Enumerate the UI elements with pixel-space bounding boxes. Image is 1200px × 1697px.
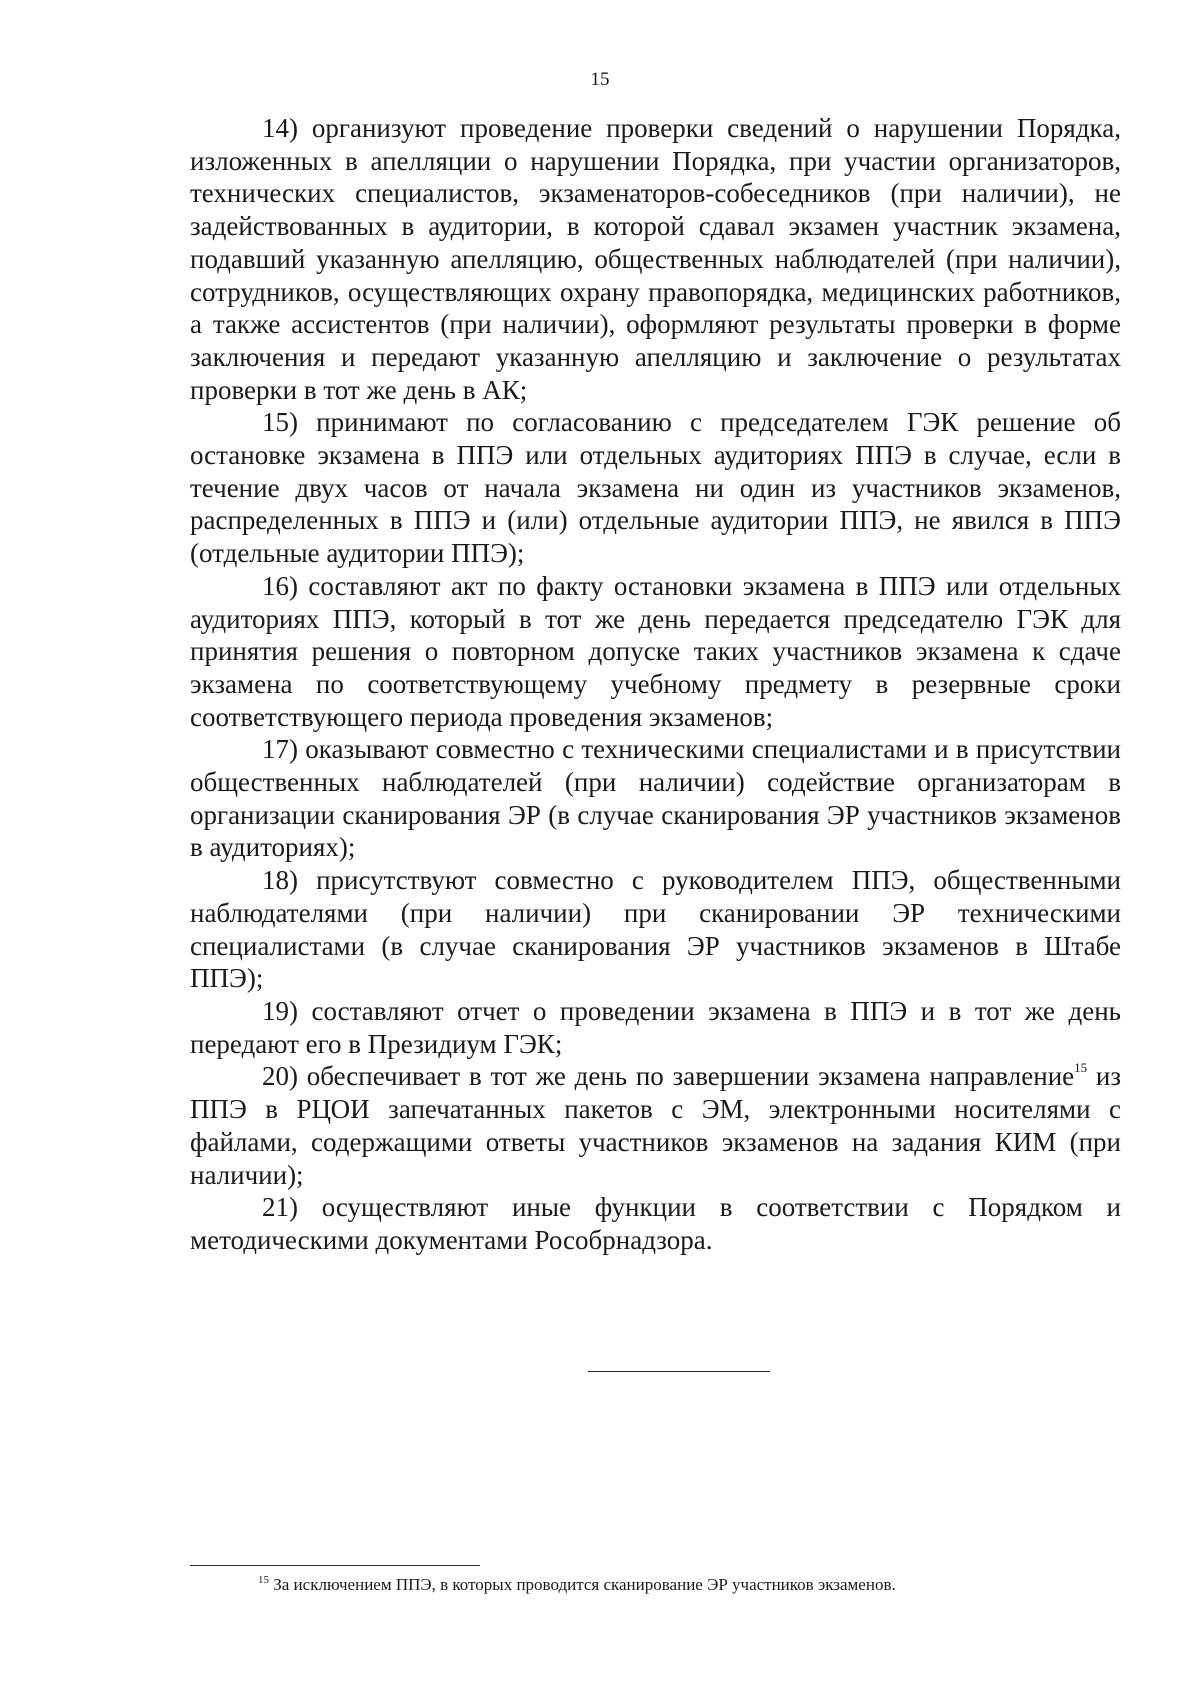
footnote-reference[interactable]: 15 [1074, 1060, 1088, 1076]
end-of-text-rule [588, 1371, 770, 1372]
paragraph-21: 21) осуществляют иные функции в соответствии с Порядком и методическими документами Рособрнадзора. [190, 1192, 1121, 1255]
paragraph-16: 16) составляют акт по факту остановки экзамена в ППЭ или отдельных аудиториях ППЭ, который в тот же день передается председателю ГЭК для принятия решения о повторном допуске таких участников экзамена к сдаче экзамена по соответствующему учебному предмету в резервные сроки соответствующего периода проведения экзаменов; [190, 570, 1121, 732]
paragraph-17: 17) оказывают совместно с техническими специалистами и в присутствии общественных наблюдателей (при наличии) содействие организаторам в организации сканирования ЭР (в случае сканирования ЭР участников экзаменов в аудиториях); [190, 734, 1121, 863]
footnote-mark: 15 [258, 1574, 269, 1586]
document-body [190, 112, 1121, 1257]
paragraph-20 [190, 1060, 1121, 1191]
paragraph-14: 14) организуют проведение проверки сведений о нарушении Порядка, изложенных в апелляции о нарушении Порядка, при участии организаторов, технических специалистов, экзаменаторов-собеседников (при наличии), не задействованных в аудитории, в которой сдавал экзамен участник экзамена, подавший указанную апелляцию, общественных наблюдателей (при наличии), сотрудников, осуществляющих охрану правопорядка, медицинских работников, а также ассистентов (при наличии), оформляют результаты проверки в форме заключения и передают указанную апелляцию и заключение о результатах проверки в тот же день в АК; [190, 113, 1121, 405]
page-number: 15 [590, 69, 610, 90]
paragraph-15: 15) принимают по согласованию с председателем ГЭК решение об остановке экзамена в ППЭ или отдельных аудиториях ППЭ в случае, если в течение двух часов от начала экзамена ни один из участников экзаменов, распределенных в ППЭ и (или) отдельные аудитории ППЭ, не явился в ППЭ (отдельные аудитории ППЭ); [190, 407, 1121, 569]
paragraph-19: 19) составляют отчет о проведении экзамена в ППЭ и в тот же день передают его в Президиум ГЭК; [190, 995, 1121, 1059]
footnote-separator [190, 1565, 480, 1566]
footnote [258, 1574, 1118, 1596]
footnote-text: За исключением ППЭ, в которых проводится сканирование ЭР участников экзаменов. [269, 1575, 896, 1594]
paragraph-18: 18) присутствуют совместно с руководителем ППЭ, общественными наблюдателями (при наличии) при сканировании ЭР техническими специалистами (в случае сканирования ЭР участников экзаменов в Штабе ППЭ); [190, 865, 1121, 994]
paragraph-20-text-start: 20) обеспечивает в тот же день по завершении экзамена направление [262, 1061, 1075, 1092]
paragraph-20-text-end: из ППЭ в РЦОИ запечатанных пакетов с ЭМ, электронными носителями с файлами, содержащими ответы участников экзаменов на задания КИМ (при наличии); [190, 1061, 1122, 1190]
